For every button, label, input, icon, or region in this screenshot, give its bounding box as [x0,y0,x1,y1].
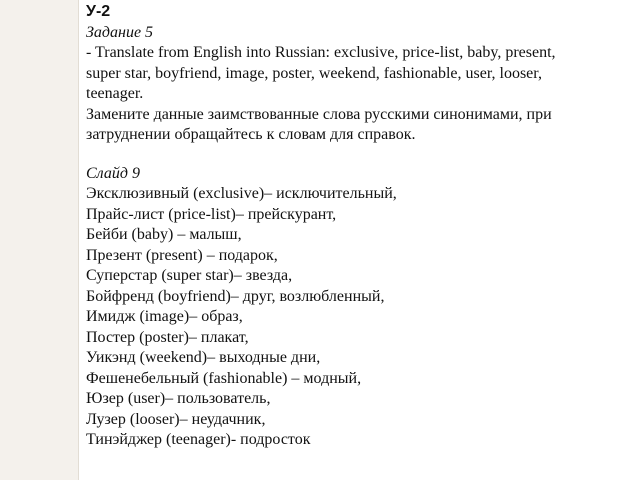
slide-left-margin [0,0,79,480]
vocab-entry: Презент (present) – подарок, [86,246,278,264]
vocab-entry: Постер (poster)– плакат, [86,328,249,346]
instruction-line: - Translate from English into Russian: exclusive, price-list, baby, present, [86,44,556,61]
vocab-entry: Уикэнд (weekend)– выходные дни, [86,349,321,366]
instruction-line: super star, boyfriend, image, poster, weekend, fashionable, user, looser, [86,64,542,82]
slide-content [86,0,632,451]
russian-instruction-line: затруднении обращайтесь к словам для справок. [86,126,416,143]
spacer [86,146,632,164]
vocab-entry: Лузер (looser)– неудачник, [86,410,266,428]
vocab-entry: Прайс-лист (price-list)– прейскурант, [86,205,337,223]
instruction-line: teenager. [86,85,144,102]
vocab-entry: Эксклюзивный (exclusive)– исключительный, [86,185,397,202]
vocab-entry: Имидж (image)– образ, [86,308,243,325]
vocab-entry: Фешенебельный (fashionable) – модный, [86,369,362,387]
page-code: У-2 [86,3,111,20]
vocab-entry: Юзер (user)– пользователь, [86,390,271,407]
vocab-entry: Тинэйджер (teenager)- подросток [86,431,311,448]
task-label: Задание 5 [86,23,154,41]
slide-label: Слайд 9 [86,164,140,182]
vocab-entry: Суперстар (super star)– звезда, [86,267,293,284]
russian-instruction-line: Замените данные заимствованные слова русскими синонимами, при [86,105,552,123]
vocab-entry: Бойфренд (boyfriend)– друг, возлюбленный, [86,287,385,305]
vocab-entry: Бейби (baby) – малыш, [86,226,242,243]
